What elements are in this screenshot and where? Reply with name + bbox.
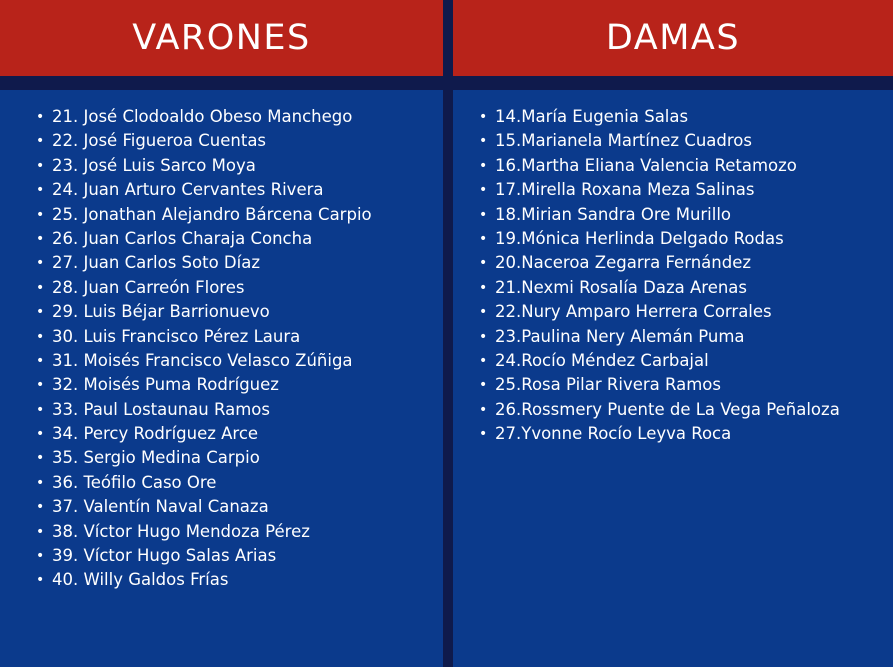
damas-list xyxy=(479,105,840,446)
bullet-icon: • xyxy=(36,206,45,223)
varones-header: VARONES xyxy=(0,0,443,76)
list-item xyxy=(36,300,372,324)
list-item xyxy=(479,227,840,251)
list-item xyxy=(36,373,372,397)
list-item xyxy=(479,105,840,129)
name-text: 27. Juan Carlos Soto Díaz xyxy=(52,253,260,273)
list-item xyxy=(479,251,840,275)
list-item xyxy=(479,325,840,349)
name-text: 28. Juan Carreón Flores xyxy=(52,277,245,297)
bullet-icon: • xyxy=(36,328,45,345)
list-item xyxy=(479,154,840,178)
bullet-icon: • xyxy=(36,279,45,296)
list-item xyxy=(36,105,372,129)
bullet-icon: • xyxy=(36,255,45,272)
bullet-icon: • xyxy=(479,304,488,321)
name-text: 18.Mirian Sandra Ore Murillo xyxy=(495,204,732,224)
list-item xyxy=(36,203,372,227)
name-text: 21. José Clodoaldo Obeso Manchego xyxy=(52,107,353,126)
list-item xyxy=(36,349,372,373)
list-item xyxy=(479,276,840,300)
bullet-icon: • xyxy=(479,109,488,125)
bullet-icon: • xyxy=(36,109,45,125)
name-text: 22. José Figueroa Cuentas xyxy=(52,131,267,151)
name-text: 19.Mónica Herlinda Delgado Rodas xyxy=(495,228,784,248)
bullet-icon: • xyxy=(36,450,45,467)
bullet-icon: • xyxy=(479,206,488,223)
list-item xyxy=(36,129,372,153)
bullet-icon: • xyxy=(36,352,45,369)
name-text: 34. Percy Rodríguez Arce xyxy=(52,424,259,444)
bullet-icon: • xyxy=(36,523,45,540)
name-text: 23. José Luis Sarco Moya xyxy=(52,155,256,175)
list-item xyxy=(36,325,372,349)
list-item xyxy=(36,520,372,544)
list-item xyxy=(36,495,372,519)
varones-column xyxy=(0,0,443,667)
name-text: 20.Naceroa Zegarra Fernández xyxy=(495,253,752,273)
bullet-icon: • xyxy=(479,255,488,272)
bullet-icon: • xyxy=(36,230,45,247)
bullet-icon: • xyxy=(479,182,488,199)
bullet-icon: • xyxy=(36,377,45,394)
name-text: 39. Víctor Hugo Salas Arias xyxy=(52,546,277,566)
name-text: 22.Nury Amparo Herrera Corrales xyxy=(495,302,772,322)
list-item xyxy=(36,227,372,251)
name-text: 27.Yvonne Rocío Leyva Roca xyxy=(495,424,732,444)
list-item xyxy=(479,349,840,373)
bullet-icon: • xyxy=(36,548,45,565)
bullet-icon: • xyxy=(479,328,488,345)
list-item xyxy=(36,398,372,422)
list-item xyxy=(36,178,372,202)
bullet-icon: • xyxy=(36,133,45,150)
list-item xyxy=(36,251,372,275)
bullet-icon: • xyxy=(479,377,488,394)
list-item xyxy=(479,373,840,397)
bullet-icon: • xyxy=(479,133,488,150)
damas-column xyxy=(453,0,893,667)
name-text: 36. Teófilo Caso Ore xyxy=(52,472,217,492)
name-text: 38. Víctor Hugo Mendoza Pérez xyxy=(52,521,310,541)
bullet-icon: • xyxy=(36,401,45,418)
name-text: 17.Mirella Roxana Meza Salinas xyxy=(495,180,755,200)
list-item xyxy=(36,568,372,592)
name-text: 32. Moisés Puma Rodríguez xyxy=(52,375,279,395)
name-text: 30. Luis Francisco Pérez Laura xyxy=(52,326,301,346)
name-text: 29. Luis Béjar Barrionuevo xyxy=(52,302,270,322)
name-text: 16.Martha Eliana Valencia Retamozo xyxy=(495,155,797,175)
name-text: 24. Juan Arturo Cervantes Rivera xyxy=(52,180,324,200)
name-text: 31. Moisés Francisco Velasco Zúñiga xyxy=(52,350,353,370)
name-text: 37. Valentín Naval Canaza xyxy=(52,497,269,517)
bullet-icon: • xyxy=(479,279,488,296)
name-text: 24.Rocío Méndez Carbajal xyxy=(495,350,709,370)
name-text: 40. Willy Galdos Frías xyxy=(52,570,229,590)
name-text: 15.Marianela Martínez Cuadros xyxy=(495,131,752,151)
list-item xyxy=(36,154,372,178)
bullet-icon: • xyxy=(479,352,488,369)
list-item xyxy=(36,471,372,495)
bullet-icon: • xyxy=(36,304,45,321)
name-text: 25.Rosa Pilar Rivera Ramos xyxy=(495,375,721,395)
list-item xyxy=(479,178,840,202)
name-text: 26. Juan Carlos Charaja Concha xyxy=(52,228,313,248)
name-text: 14.María Eugenia Salas xyxy=(495,107,689,126)
bullet-icon: • xyxy=(36,157,45,174)
name-text: 26.Rossmery Puente de La Vega Peñaloza xyxy=(495,399,840,419)
list-item xyxy=(479,300,840,324)
bullet-icon: • xyxy=(36,474,45,491)
list-item xyxy=(36,544,372,568)
bullet-icon: • xyxy=(479,401,488,418)
list-item xyxy=(479,129,840,153)
bullet-icon: • xyxy=(36,572,45,589)
bullet-icon: • xyxy=(36,426,45,443)
name-text: 25. Jonathan Alejandro Bárcena Carpio xyxy=(52,204,372,224)
bullet-icon: • xyxy=(36,182,45,199)
bullet-icon: • xyxy=(36,499,45,516)
bullet-icon: • xyxy=(479,230,488,247)
name-text: 35. Sergio Medina Carpio xyxy=(52,448,260,468)
list-item xyxy=(479,422,840,446)
list-item xyxy=(36,446,372,470)
list-item xyxy=(36,276,372,300)
name-text: 23.Paulina Nery Alemán Puma xyxy=(495,326,745,346)
damas-header: DAMAS xyxy=(453,0,893,76)
list-item xyxy=(479,398,840,422)
bullet-icon: • xyxy=(479,426,488,443)
bullet-icon: • xyxy=(479,157,488,174)
list-item xyxy=(36,422,372,446)
name-text: 33. Paul Lostaunau Ramos xyxy=(52,399,270,419)
list-item xyxy=(479,203,840,227)
name-text: 21.Nexmi Rosalía Daza Arenas xyxy=(495,277,748,297)
varones-list xyxy=(36,105,372,593)
